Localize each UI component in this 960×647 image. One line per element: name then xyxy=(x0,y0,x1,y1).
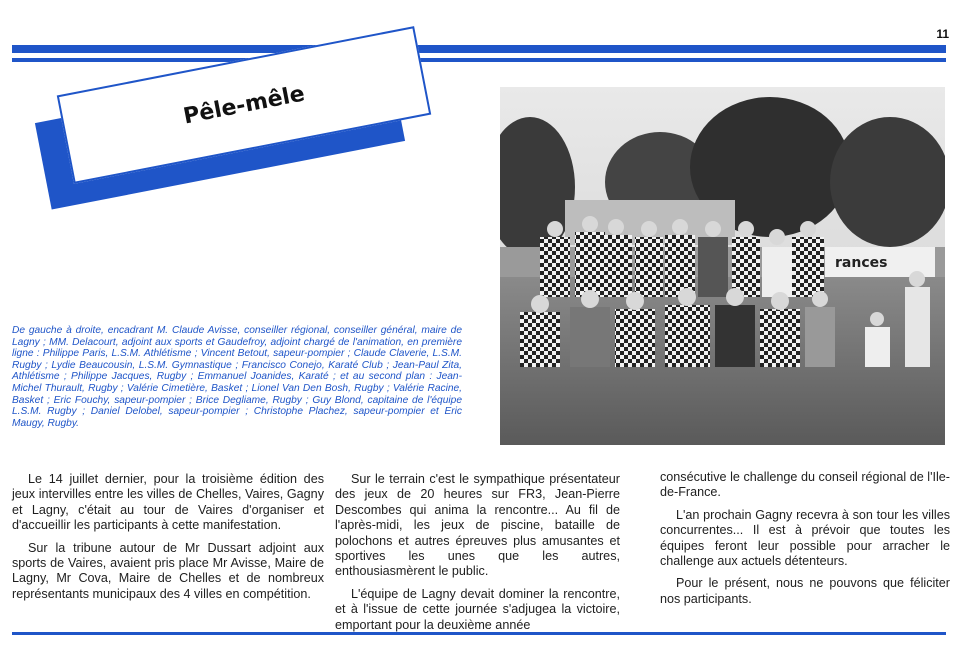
article-column-2 xyxy=(335,472,620,640)
photo-signage-text: rances xyxy=(835,255,888,271)
section-title: Pêle-mêle xyxy=(181,81,307,130)
footer-rule xyxy=(12,632,946,635)
page-number: 11 xyxy=(936,27,949,41)
header-rule-thick xyxy=(12,45,946,53)
paragraph: L'an prochain Gagny recevra à son tour les villes concurrentes... Il est à prévoir que toutes les équipes feront leur possible pour arracher le challenge aux actuels détenteurs. xyxy=(660,507,950,569)
team-photo-illustration xyxy=(500,87,945,445)
paragraph: Sur le terrain c'est le sympathique présentateur des jeux de 20 heures sur FR3, Jean-Pierre Descombes qui anima la rencontre... Au fil de l'après-midi, les jeux de piscine, bataille de polochons et autres épreuves plus amusantes et sportives les unes que les autres, enthousiasmèrent le public. xyxy=(335,472,620,579)
paragraph: consécutive le challenge du conseil régional de l'Ile-de-France. xyxy=(660,470,950,500)
team-photo xyxy=(500,87,945,445)
paragraph: L'équipe de Lagny devait dominer la rencontre, et à l'issue de cette journée s'adjugea la victoire, emportant pour la deuxième année xyxy=(335,586,620,632)
paragraph: Sur la tribune autour de Mr Dussart adjoint aux sports de Vaires, avaient pris place Mr Avisse, Maire de Lagny, Mr Cova, Maire de Chelles et de nombreux représentants municipaux des 4 villes en compétition. xyxy=(12,540,324,601)
article-column-1 xyxy=(12,472,324,609)
header-rule-thin xyxy=(12,58,946,62)
paragraph: Pour le présent, nous ne pouvons que féliciter nos participants. xyxy=(660,576,950,606)
paragraph: Le 14 juillet dernier, pour la troisième édition des jeux intervilles entre les villes de Chelles, Vaires, Gagny et Lagny, c'était au tour de Vaires d'organiser et d'accueillir les participants à cette manifestation. xyxy=(12,472,324,533)
photo-caption: De gauche à droite, encadrant M. Claude Avisse, conseiller régional, conseiller général, maire de Lagny ; MM. Delacourt, adjoint aux sports et Gaudefroy, adjoint chargé de l'animation, en première ligne : Philippe Paris, L.S.M. Athlétisme ; Vincent Betout, sapeur-pompier ; Claude Claverie, L.S.M. Rugby ; Lydie Beaucousin, L.S.M. Gymnastique ; Francisco Conejo, Karaté Club ; Jean-Paul Zita, Athlétisme ; Philippe Jacques, Rugby ; Emmanuel Joanides, Karaté ; et au second plan : Jean-Michel Thurault, Rugby ; Valérie Cimetière, Basket ; Lionel Van Den Bosh, Rugby ; Valérie Racine, Basket ; Eric Fouchy, sapeur-pompier ; Brice Degliame, Rugby ; Guy Blond, capitaine de l'équipe L.S.M. Rugby ; Daniel Delobel, sapeur-pompier ; Christophe Plachez, sapeur-pompier et Eric Maugy, Rugby. xyxy=(12,325,462,429)
article-column-3 xyxy=(660,470,950,614)
